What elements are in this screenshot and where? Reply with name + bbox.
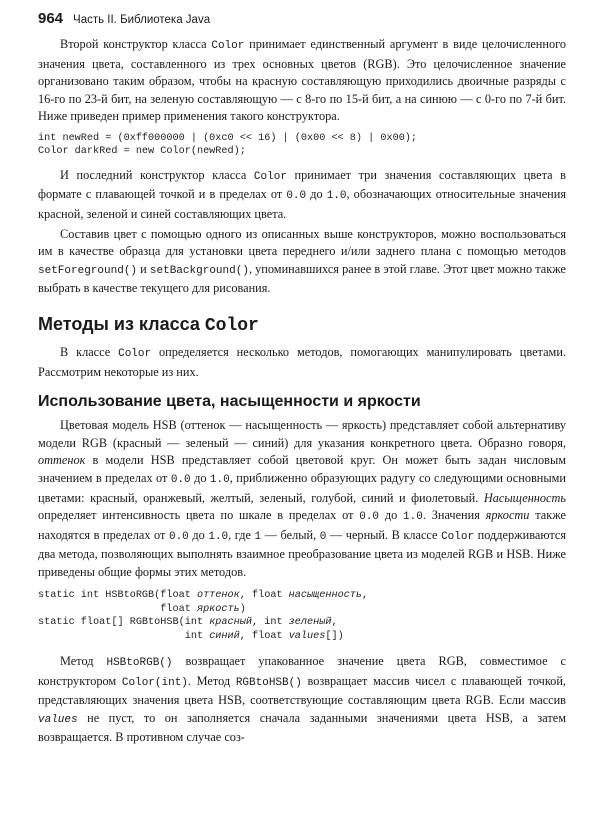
section-heading-color-methods: Методы из класса Color bbox=[38, 313, 259, 336]
page-number: 964 bbox=[38, 10, 64, 27]
paragraph-color-float-constructor: И последний конструктор класса Color принимает три значения составляющих цвета в формате с плавающей точкой и в пределах от 0.0 до 1.0, обозначающих относительные значения красной, зеленой и синей составляющих цвета. bbox=[38, 167, 566, 221]
paragraph-color-int-constructor: Второй конструктор класса Color принимает единственный аргумент в виде целочисленного значения цвета, составленного из трех основных цветов (RGB). Это целочисленное значение организовано таким образом, чтобы на красную составляющую приходились двоичные разряды с 16-го по 23-й бит, на зеленую составляющую — с 8-го по 15-й бит, а на синюю — с 0-го по 7-й бит. Ниже приведен пример применения такого конструктора. bbox=[38, 37, 566, 124]
paragraph-hsb-model: Цветовая модель HSB (оттенок — насыщенность — яркость) представляет собой альтернативу модели RGB (красный — зеленый — синий) для указания конкретного цвета. Образно говоря, оттенок в модели HSB представляет собой цветовой круг. Он может быть задан числовым значением в пределах от 0.0 до 1.0, приближенно образующих радугу со следующими основными цветами: красный, оранжевый, желтый, зеленый, голубой, синий и фиолетовый. Насыщенность определяет интенсивность цвета по шкале в пределах от 0.0 до 1.0. Значения яркости также находятся в пределах от 0.0 до 1.0, где 1 — белый, 0 — черный. В классе Color поддерживаются два метода, позволяющих выполнять взаимное преобразование цвета из моделей RGB и HSB. Ниже приведены общие формы этих методов. bbox=[38, 418, 566, 579]
paragraph-hsb-methods-description: Метод HSBtoRGB() возвращает упакованное значение цвета RGB, совместимое с конструктором Color(int). Метод RGBtoHSB() возвращает массив чисел с плавающей точкой, представляющих значения цвета HSB, соответствующие составляющим цвета RGB. Если массив values не пуст, то он заполняется сначала заданными значениями цвета HSB, а затем возвращается. В противном случае соз- bbox=[38, 654, 566, 745]
page-header bbox=[38, 10, 566, 32]
subsection-heading-hsb: Использование цвета, насыщенности и яркости bbox=[38, 393, 421, 411]
code-example-dark-red: int newRed = (0xff000000 | (0xc0 << 16) | (0x00 << 8) | 0x00); Color darkRed = new Color(newRed); bbox=[38, 132, 418, 158]
running-title: Часть II. Библиотека Java bbox=[73, 14, 211, 26]
paragraph-set-colors: Составив цвет с помощью одного из описанных выше конструкторов, можно воспользоваться им в качестве образца для установки цвета переднего и/или заднего плана с помощью методов setForeground() и setBackground(), упоминавшихся ранее в этой главе. Этот цвет можно также выбрать в качестве текущего для рисования. bbox=[38, 226, 566, 296]
book-page bbox=[38, 10, 566, 747]
paragraph-methods-intro: В классе Color определяется несколько методов, помогающих манипулировать цветами. Рассмотрим некоторые из них. bbox=[38, 344, 566, 379]
code-hsb-method-signatures: static int HSBtoRGB(float оттенок, float насыщенность, float яркость) static float[] RGBtoHSB(int красный, int зеленый, int синий, float values[]) bbox=[38, 590, 369, 642]
